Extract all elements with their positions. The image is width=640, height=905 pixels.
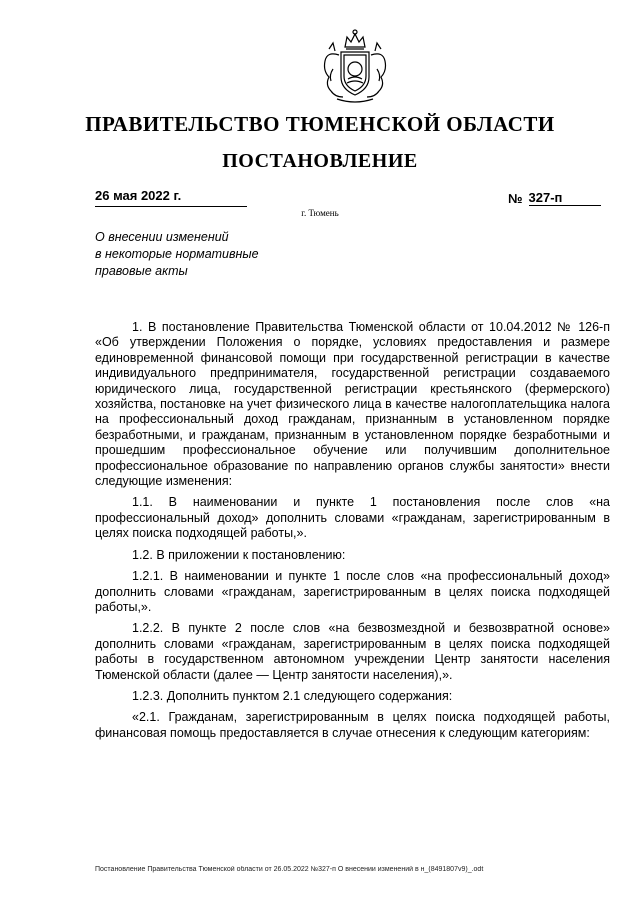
paragraph-1-2-3: 1.2.3. Дополнить пунктом 2.1 следующего содержания:: [132, 688, 453, 703]
document-number: [508, 188, 601, 206]
document-type: ПОСТАНОВЛЕНИЕ: [222, 150, 418, 172]
document-subject: [95, 229, 335, 280]
paragraph-1-2-1: 1.2.1. В наименовании и пункте 1 после слов «на профессиональный доход» дополнить словами «гражданам, зарегистрированным в целях поиска подходящей работы,».: [95, 569, 610, 614]
paragraph-1-2: 1.2. В приложении к постановлению:: [132, 547, 346, 562]
subject-line-2: в некоторые нормативные: [95, 247, 259, 261]
paragraph-2-1: «2.1. Гражданам, зарегистрированным в целях поиска подходящей работы, финансовая помощь предоставляется в случае отнесения к следующим категориям:: [95, 710, 610, 740]
subject-line-3: правовые акты: [95, 264, 188, 278]
number-sign: №: [508, 191, 523, 206]
organization-title: ПРАВИТЕЛЬСТВО ТЮМЕНСКОЙ ОБЛАСТИ: [85, 112, 555, 136]
city: г. Тюмень: [301, 208, 339, 218]
page-footer: Постановление Правительства Тюменской области от 26.05.2022 №327-п О внесении изменений в н_(8491807v9)_.odt: [95, 866, 484, 873]
tyumen-region-coat-of-arms-icon: [315, 25, 395, 107]
document-date: 26 мая 2022 г.: [95, 188, 247, 207]
document-body: [95, 320, 610, 747]
paragraph-1-1: 1.1. В наименовании и пункте 1 постановления после слов «на профессиональный доход» дополнить словами «гражданам, зарегистрированным в целях поиска подходящей работы,».: [95, 495, 610, 541]
subject-line-1: О внесении изменений: [95, 230, 229, 244]
paragraph-1: 1. В постановление Правительства Тюменской области от 10.04.2012 № 126-п «Об утверждении Положения о порядке, условиях предоставления и размере единовременной финансовой помощи при государственной регистрации в качестве индивидуального предпринимателя, государственной регистрации создаваемого юридического лица, государственной регистрации крестьянского (фермерского) хозяйства, постановке на учет физического лица в качестве налогоплательщика налога на профессиональный доход гражданам, признанным в установленном порядке безработными, и гражданам, признанным в установленном порядке безработными и прошедшим профессиональное обучение или получившим дополнительное профессиональное образование по направлению органов службы занятости» внести следующие изменения:: [95, 320, 610, 489]
number-value: 327-п: [529, 190, 601, 206]
paragraph-1-2-2: 1.2.2. В пункте 2 после слов «на безвозмездной и безвозвратной основе» дополнить словами «гражданам, зарегистрированным в целях поиска подходящей работы в государственном автономном учреждении Центр занятости населения Тюменской области (далее — Центр занятости населения),».: [95, 621, 610, 682]
